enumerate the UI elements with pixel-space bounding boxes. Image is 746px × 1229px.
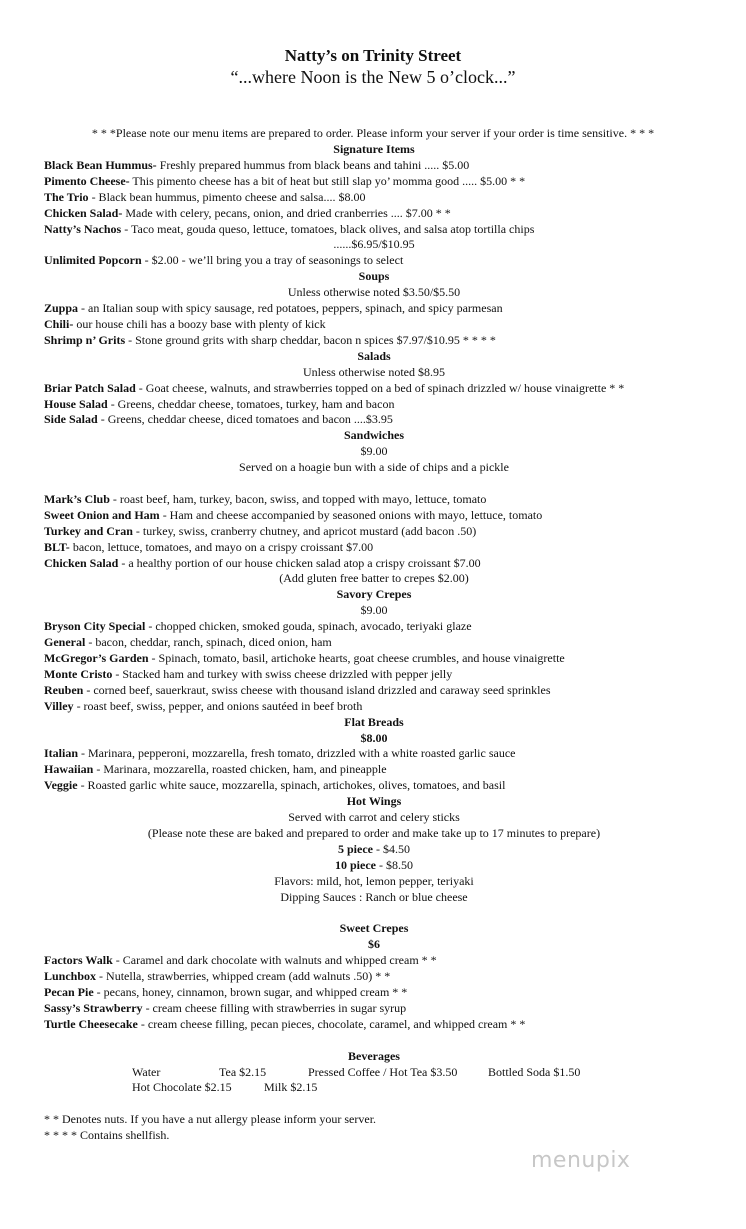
item-name: Natty’s Nachos xyxy=(44,221,122,236)
item-name: Hawaiian xyxy=(44,762,94,777)
item-desc: - Stone ground grits with sharp cheddar, bacon n spices $7.97/$10.95 * * * * xyxy=(125,332,496,347)
item-name: Chili- xyxy=(44,316,74,331)
wings-5-label: 5 piece xyxy=(338,841,373,856)
menu-item xyxy=(44,556,704,572)
item-name: Briar Patch Salad xyxy=(44,380,136,395)
item-desc: - corned beef, sauerkraut, swiss cheese with thousand island drizzled and caraway seed sprinkles xyxy=(83,682,551,697)
item-desc: Made with celery, pecans, onion, and dried cranberries .... $7.00 * * xyxy=(122,205,451,220)
wings-10-label: 10 piece xyxy=(335,857,376,872)
menu-item xyxy=(44,1001,704,1017)
item-desc: - roast beef, ham, turkey, bacon, swiss, and topped with mayo, lettuce, tomato xyxy=(109,491,487,506)
item-name: General xyxy=(44,635,86,650)
wing-flavors: Flavors: mild, hot, lemon pepper, teriyaki xyxy=(274,873,474,888)
item-desc: bacon, lettuce, tomatoes, and mayo on a crispy croissant $7.00 xyxy=(69,539,374,554)
wings-5-piece xyxy=(44,842,704,858)
item-desc: - Nutella, strawberries, whipped cream (add walnuts .50) * * xyxy=(96,969,391,984)
menu-item xyxy=(44,206,704,222)
item-name: McGregor’s Garden xyxy=(44,650,149,665)
wings-10-price: - $8.50 xyxy=(376,857,413,872)
order-notice: * * *Please note our menu items are prepared to order. Please inform your server if your order is time sensitive. * * * xyxy=(91,126,655,140)
section-heading-sweet-crepes: Sweet Crepes xyxy=(339,921,409,936)
menu-item xyxy=(44,412,704,428)
item-desc: - Goat cheese, walnuts, and strawberries topped on a bed of spinach drizzled w/ house vinaigrette * * xyxy=(135,380,625,395)
menu-item xyxy=(44,699,704,715)
restaurant-name: Natty’s on Trinity Street xyxy=(284,46,462,65)
menu-item xyxy=(44,158,704,174)
item-name: Bryson City Special xyxy=(44,619,146,634)
menu-item xyxy=(44,619,704,635)
tagline: “...where Noon is the New 5 o’clock...” xyxy=(230,67,516,87)
item-desc: - a healthy portion of our house chicken salad atop a crispy croissant $7.00 xyxy=(118,555,481,570)
item-name: BLT- xyxy=(44,539,70,554)
shellfish-footnote: * * * * Contains shellfish. xyxy=(44,1127,170,1142)
hot-wings-prep-note: (Please note these are baked and prepared to order and make take up to 17 minutes to prepare) xyxy=(147,825,601,840)
item-name: Villey xyxy=(44,698,74,713)
menu-item xyxy=(44,667,704,683)
item-desc: - Roasted garlic white sauce, mozzarella, spinach, artichokes, olives, tomatoes, and basil xyxy=(77,778,506,793)
menu-body xyxy=(44,142,704,1096)
spacer xyxy=(44,476,704,492)
item-desc: - roast beef, swiss, pepper, and onions sautéed in beef broth xyxy=(73,698,363,713)
item-name: Pimento Cheese- xyxy=(44,173,130,188)
salads-note: Unless otherwise noted $8.95 xyxy=(303,364,445,379)
sweet-crepes-price: $6 xyxy=(368,937,380,952)
menu-item xyxy=(44,508,704,524)
item-desc: - pecans, honey, cinnamon, brown sugar, and whipped cream * * xyxy=(93,985,408,999)
item-desc: - bacon, cheddar, ranch, spinach, diced onion, ham xyxy=(85,635,332,650)
item-name: Mark’s Club xyxy=(44,491,110,506)
item-desc: - turkey, swiss, cranberry chutney, and apricot mustard (add bacon .50) xyxy=(132,523,477,538)
beverage-item: Water xyxy=(132,1064,161,1079)
item-name: Veggie xyxy=(44,778,78,793)
menu-item xyxy=(44,969,704,985)
item-desc: - Marinara, pepperoni, mozzarella, fresh tomato, drizzled with a white roasted garlic sauce xyxy=(78,746,516,761)
section-heading-signature: Signature Items xyxy=(333,142,415,156)
item-name: Factors Walk xyxy=(44,953,113,968)
dipping-sauces: Dipping Sauces : Ranch or blue cheese xyxy=(280,889,468,904)
item-desc: - cream cheese filling with strawberries in sugar syrup xyxy=(142,1000,407,1015)
section-heading-savory-crepes: Savory Crepes xyxy=(336,587,412,602)
menu-item xyxy=(44,778,704,794)
menu-item xyxy=(44,492,704,508)
menu-item xyxy=(44,381,704,397)
item-desc: - Greens, cheddar cheese, tomatoes, turkey, ham and bacon xyxy=(107,396,395,411)
item-name: Pecan Pie xyxy=(44,985,94,999)
item-desc: - chopped chicken, smoked gouda, spinach, avocado, teriyaki glaze xyxy=(145,619,472,634)
item-name: Chicken Salad- xyxy=(44,205,123,220)
menu-item xyxy=(44,190,704,206)
item-desc: - cream cheese filling, pecan pieces, chocolate, caramel, and whipped cream * * xyxy=(137,1016,526,1031)
beverages-row-2 xyxy=(44,1080,704,1096)
sandwiches-price: $9.00 xyxy=(360,444,388,459)
section-heading-flat-breads: Flat Breads xyxy=(344,714,404,729)
section-heading-soups: Soups xyxy=(358,269,390,284)
nachos-price: ......$6.95/$10.95 xyxy=(333,237,415,252)
item-desc: Freshly prepared hummus from black beans and tahini ..... $5.00 xyxy=(156,157,470,172)
gluten-free-note: (Add gluten free batter to crepes $2.00) xyxy=(279,571,469,586)
hot-wings-note: Served with carrot and celery sticks xyxy=(288,810,460,825)
soups-note: Unless otherwise noted $3.50/$5.50 xyxy=(287,285,461,300)
menu-item xyxy=(44,953,704,969)
item-desc: - Taco meat, gouda queso, lettuce, tomatoes, black olives, and salsa atop tortilla chips xyxy=(121,221,535,236)
wings-10-piece xyxy=(44,858,704,874)
item-desc: - Marinara, mozzarella, roasted chicken, ham, and pineapple xyxy=(93,762,387,777)
menu-item xyxy=(44,683,704,699)
menu-item xyxy=(44,651,704,667)
item-desc: This pimento cheese has a bit of heat but still slap yo’ momma good ..... $5.00 * * xyxy=(129,173,526,188)
menu-item xyxy=(44,985,704,1001)
item-desc: - Stacked ham and turkey with swiss cheese drizzled with pepper jelly xyxy=(112,666,453,681)
item-desc: - Caramel and dark chocolate with walnuts and whipped cream * * xyxy=(112,953,437,968)
nuts-footnote: * * Denotes nuts. If you have a nut allergy please inform your server. xyxy=(44,1112,377,1126)
item-name: Turtle Cheesecake xyxy=(44,1016,138,1031)
item-desc: our house chili has a boozy base with plenty of kick xyxy=(73,316,326,331)
item-name: Chicken Salad xyxy=(44,555,119,570)
item-name: Side Salad xyxy=(44,412,98,427)
item-name: Reuben xyxy=(44,682,84,697)
menu-item xyxy=(44,301,704,317)
item-desc: - Greens, cheddar cheese, diced tomatoes and bacon ....$3.95 xyxy=(97,412,393,427)
section-heading-sandwiches: Sandwiches xyxy=(343,428,405,443)
beverage-item: Bottled Soda $1.50 xyxy=(488,1064,581,1079)
flat-breads-price: $8.00 xyxy=(360,730,388,745)
menupix-watermark: menupix xyxy=(531,1148,631,1173)
menu-item xyxy=(44,1017,704,1033)
menu-item xyxy=(44,222,704,238)
item-desc: - Spinach, tomato, basil, artichoke hearts, goat cheese crumbles, and house vinaigrette xyxy=(148,650,565,665)
savory-crepes-price: $9.00 xyxy=(360,603,388,618)
item-desc: - Ham and cheese accompanied by seasoned onions with mayo, lettuce, tomato xyxy=(159,507,543,522)
menu-item xyxy=(44,174,704,190)
item-name: Black Bean Hummus- xyxy=(44,157,157,172)
item-desc: - $2.00 - we’ll bring you a tray of seasonings to select xyxy=(141,253,404,268)
menu-item xyxy=(44,253,704,269)
item-name: The Trio xyxy=(44,189,89,204)
item-desc: - an Italian soup with spicy sausage, red potatoes, peppers, spinach, and spicy parmesan xyxy=(78,301,503,316)
item-desc: - Black bean hummus, pimento cheese and salsa.... $8.00 xyxy=(88,189,366,204)
menu-item xyxy=(44,524,704,540)
menu-item xyxy=(44,540,704,556)
section-heading-salads: Salads xyxy=(357,348,391,363)
beverage-item: Milk $2.15 xyxy=(264,1080,318,1095)
item-name: Turkey and Cran xyxy=(44,523,133,538)
beverages-row-1 xyxy=(44,1065,704,1081)
menu-item xyxy=(44,333,704,349)
beverage-item: Pressed Coffee / Hot Tea $3.50 xyxy=(308,1064,458,1079)
spacer xyxy=(44,905,704,921)
footnotes xyxy=(44,1112,376,1144)
item-name: Monte Cristo xyxy=(44,666,113,681)
item-name: Zuppa xyxy=(44,301,79,316)
section-heading-beverages: Beverages xyxy=(348,1048,400,1063)
menu-item xyxy=(44,746,704,762)
menu-item xyxy=(44,635,704,651)
beverage-item: Tea $2.15 xyxy=(219,1064,267,1079)
wings-5-price: - $4.50 xyxy=(373,841,410,856)
item-name: Sweet Onion and Ham xyxy=(44,507,160,522)
sandwiches-note: Served on a hoagie bun with a side of chips and a pickle xyxy=(239,460,509,475)
item-name: Lunchbox xyxy=(44,969,97,984)
section-heading-hot-wings: Hot Wings xyxy=(346,794,402,809)
menu-item xyxy=(44,762,704,778)
spacer xyxy=(44,1033,704,1049)
item-name: Shrimp n’ Grits xyxy=(44,332,126,347)
item-name: Italian xyxy=(44,746,79,761)
item-name: Unlimited Popcorn xyxy=(44,253,142,268)
menu-item xyxy=(44,397,704,413)
menu-item xyxy=(44,317,704,333)
beverage-item: Hot Chocolate $2.15 xyxy=(132,1080,232,1095)
item-name: House Salad xyxy=(44,396,108,411)
item-name: Sassy’s Strawberry xyxy=(44,1000,143,1015)
